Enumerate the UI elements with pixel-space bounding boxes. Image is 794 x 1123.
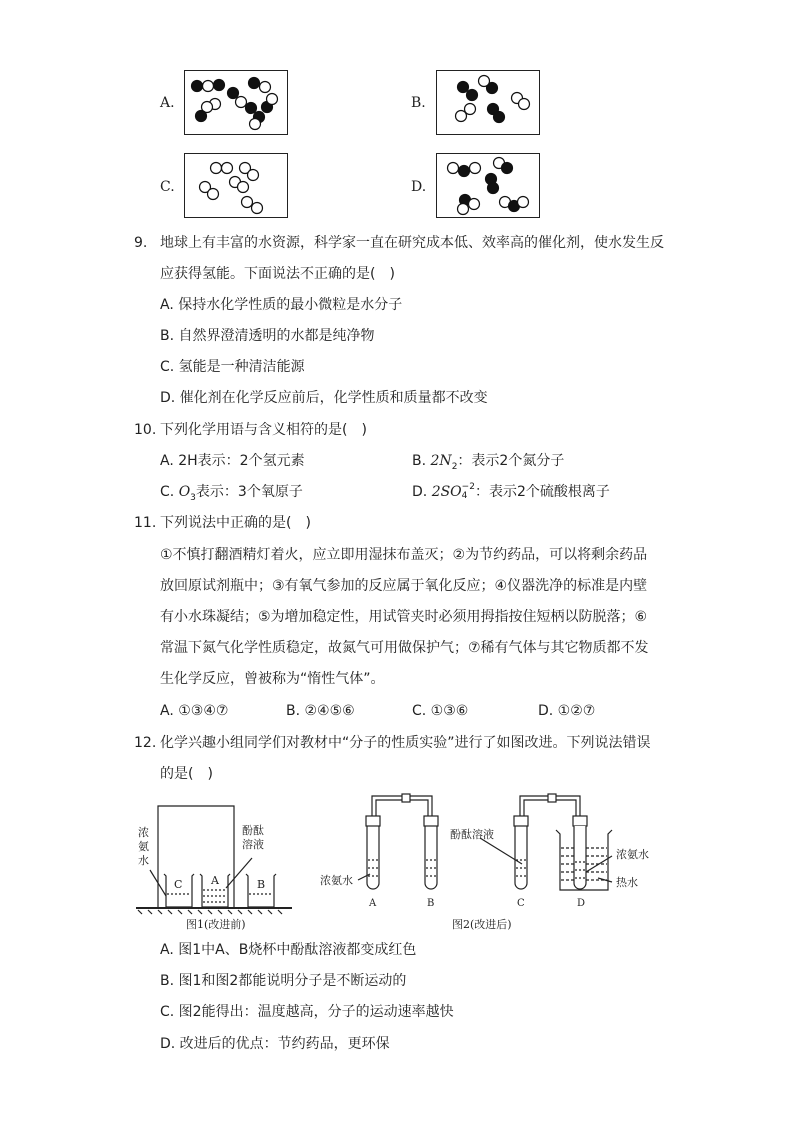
q9-option-c: C. 氢能是一种清洁能源 <box>160 359 305 375</box>
fig2-ammonia-left-label: 浓氨水 <box>320 874 353 887</box>
fig1-beaker-b-label: B <box>257 878 266 891</box>
particle-diagram-b <box>437 71 539 134</box>
q8-option-a-label: A. <box>160 95 175 111</box>
q12-option-d: D. 改进后的优点：节约药品，更环保 <box>160 1036 390 1052</box>
q8-diagram-a <box>184 70 288 135</box>
q10-option-c: C. $O_3$表示：3个氧原子 <box>160 484 303 503</box>
q9-stem-line2: 应获得氢能。下面说法不正确的是( ) <box>160 266 395 282</box>
fig2-ammonia-right-label: 浓氨水 <box>616 848 649 861</box>
fig1-phenol-label-2: 溶液 <box>242 838 264 851</box>
fig1-phenol-label-1: 酚酞 <box>242 824 264 837</box>
fig1-ammonia-label-1: 浓 <box>138 826 149 839</box>
fig1-beaker-a-label: A <box>211 874 219 887</box>
q12-stem-line2: 的是( ) <box>160 766 213 782</box>
q8-diagram-b <box>436 70 540 135</box>
q8-option-c-label: C. <box>160 179 175 195</box>
q8-diagram-d <box>436 153 540 218</box>
q11-number: 11. <box>134 515 157 531</box>
q10-option-a: A. 2H表示：2个氢元素 <box>160 453 305 469</box>
q12-option-b: B. 图1和图2都能说明分子是不断运动的 <box>160 973 407 989</box>
particle-diagram-d <box>437 154 539 217</box>
fig2-tube-a-label: A <box>369 898 377 909</box>
q11-option-c: C. ①③⑥ <box>412 703 469 719</box>
q11-body-line2: 放回原试剂瓶中；③有氧气参加的反应属于氧化反应；④仪器洗净的标准是内壁 <box>160 578 648 594</box>
figure-1 <box>134 800 294 935</box>
q10-stem: 下列化学用语与含义相符的是( ) <box>160 422 367 438</box>
fig1-ammonia-label-3: 水 <box>138 854 149 867</box>
fig2-hot-water-label: 热水 <box>616 876 638 889</box>
q8-option-d-label: D. <box>411 179 427 195</box>
particle-diagram-a <box>185 71 287 134</box>
q12-option-a: A. 图1中A、B烧杯中酚酞溶液都变成红色 <box>160 942 417 958</box>
figure-2 <box>312 788 672 938</box>
q10-option-d: D. 2SO −2 4 ：表示2个硫酸根离子 <box>412 482 610 501</box>
fig1-ammonia-label-2: 氨 <box>138 840 149 853</box>
q9-option-a: A. 保持水化学性质的最小微粒是水分子 <box>160 297 403 313</box>
q12-option-c: C. 图2能得出：温度越高，分子的运动速率越快 <box>160 1004 454 1020</box>
q9-option-b: B. 自然界澄清透明的水都是纯净物 <box>160 328 375 344</box>
q11-body-line1: ①不慎打翻酒精灯着火，应立即用湿抹布盖灭；②为节约药品，可以将剩余药品 <box>160 547 648 563</box>
fig2-caption: 图2(改进后) <box>452 918 512 931</box>
q10-number: 10. <box>134 422 157 438</box>
fig2-tube-c-label: C <box>517 898 525 909</box>
particle-diagram-c <box>185 154 287 217</box>
fig2-tube-b-label: B <box>427 898 435 909</box>
q11-option-a: A. ①③④⑦ <box>160 703 229 719</box>
q8-option-b-label: B. <box>411 95 426 111</box>
q11-body-line5: 生化学反应，曾被称为“惰性气体”。 <box>160 671 385 687</box>
fig2-tube-d-label: D <box>577 898 586 909</box>
q11-option-d: D. ①②⑦ <box>538 703 596 719</box>
q11-stem: 下列说法中正确的是( ) <box>160 515 311 531</box>
q11-option-b: B. ②④⑤⑥ <box>286 703 355 719</box>
q9-stem-line1: 地球上有丰富的水资源，科学家一直在研究成本低、效率高的催化剂，使水发生反 <box>160 235 664 251</box>
figure-1-drawing <box>134 800 294 935</box>
q12-stem-line1: 化学兴趣小组同学们对教材中“分子的性质实验”进行了如图改进。下列说法错误 <box>160 735 651 751</box>
q9-option-d: D. 催化剂在化学反应前后，化学性质和质量都不改变 <box>160 390 488 406</box>
q11-body-line4: 常温下氮气化学性质稳定，故氮气可用做保护气；⑦稀有气体与其它物质都不发 <box>160 640 649 656</box>
q10-option-b: B. $2N_2$：表示2个氮分子 <box>412 453 565 472</box>
fig1-caption: 图1(改进前) <box>186 918 246 931</box>
figure-2-drawing <box>312 788 672 938</box>
q8-diagram-c <box>184 153 288 218</box>
fig1-beaker-c-label: C <box>174 878 183 891</box>
q11-body-line3: 有小水珠凝结；⑤为增加稳定性，用试管夹时必须用拇指按住短柄以防脱落；⑥ <box>160 609 648 625</box>
fig2-phenol-label: 酚酞溶液 <box>450 828 494 841</box>
q9-number: 9. <box>134 235 148 251</box>
q12-number: 12. <box>134 735 157 751</box>
